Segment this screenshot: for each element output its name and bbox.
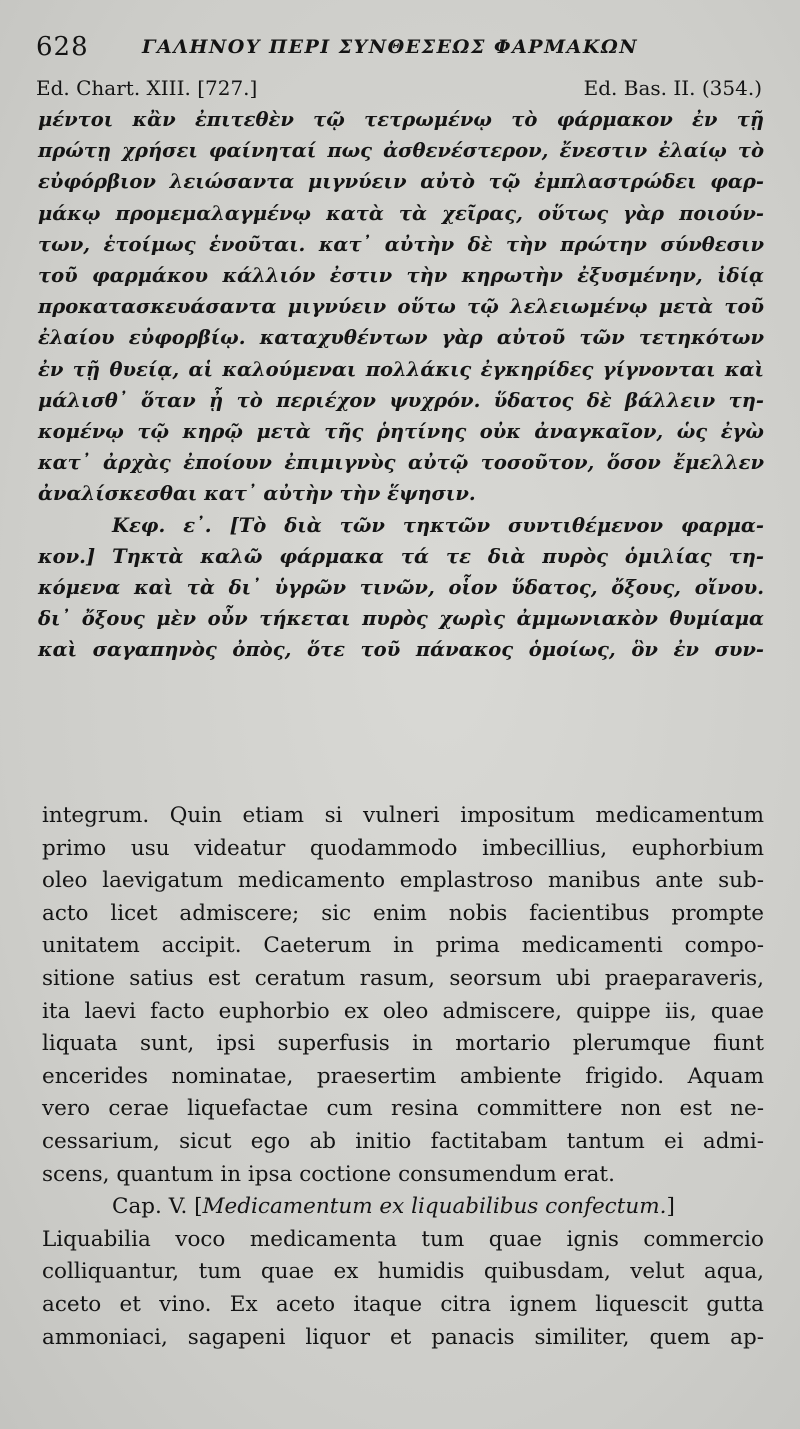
latin-line: ita laevi facto euphorbio ex oleo admiscere, quippe iis, quae xyxy=(42,998,764,1024)
greek-line: δι᾽ ὄξους μὲν οὖν τήκεται πυρὸς χωρὶς ἀμμωνιακὸν θυμίαμα xyxy=(38,607,764,631)
greek-line: εὐφόρβιον λειώσαντα μιγνύειν αὐτὸ τῷ ἐμπλαστρώδει φαρ- xyxy=(38,170,764,194)
greek-line: τοῦ φαρμάκου κάλλιόν ἐστιν τὴν κηρωτὴν ἐξυσμένην, ἰδίᾳ xyxy=(38,264,764,288)
chapter-title: Medicamentum ex liquabilibus confectum. xyxy=(202,1194,667,1220)
greek-line: μέντοι κἂν ἐπιτεθὲν τῷ τετρωμένῳ τὸ φάρμακον ἐν τῇ xyxy=(38,108,764,131)
latin-line: oleo laevigatum medicamento emplastroso manibus ante sub- xyxy=(42,868,764,894)
greek-line: ἐν τῇ θυείᾳ, αἱ καλούμεναι πολλάκις ἐγκηρίδες γίγνονται καὶ xyxy=(38,357,764,381)
latin-text-block xyxy=(42,800,764,1354)
page-number: 628 xyxy=(36,32,89,62)
greek-line: κατ᾽ ἀρχὰς ἐποίουν ἐπιμιγνὺς αὐτῷ τοσοῦτον, ὅσον ἔμελλεν xyxy=(38,451,764,475)
greek-line: κον.] Τηκτὰ καλῶ φάρμακα τά τε διὰ πυρὸς ὁμιλίας τη- xyxy=(38,544,764,568)
latin-line: Liquabilia voco medicamenta tum quae ignis commercio xyxy=(42,1226,764,1252)
greek-line: κόμενα καὶ τὰ δι᾽ ὑγρῶν τινῶν, οἷον ὕδατος, ὄξους, οἴνου. xyxy=(38,576,764,600)
latin-line: sitione satius est ceratum rasum, seorsum ubi praeparaveris, xyxy=(42,965,764,991)
latin-line: colliquantur, tum quae ex humidis quibusdam, velut aqua, xyxy=(42,1259,764,1285)
running-title: ΓΑΛΗΝΟΥ ΠΕΡΙ ΣΥΝΘΕΣΕΩΣ ΦΑΡΜΑΚΩΝ xyxy=(142,36,639,58)
edition-left: Ed. Chart. XIII. [727.] xyxy=(36,76,258,100)
greek-line: κομένῳ τῷ κηρῷ μετὰ τῆς ῥητίνης οὐκ ἀναγκαῖον, ὡς ἐγὼ xyxy=(38,420,764,444)
greek-line: μάκῳ προμεμαλαγμένῳ κατὰ τὰ χεῖρας, οὕτως γὰρ ποιούν- xyxy=(38,201,764,225)
greek-chapter-heading: Κεφ. ε᾽. [Τὸ διὰ τῶν τηκτῶν συντιθέμενον φαρμα- xyxy=(112,513,764,537)
latin-line: unitatem accipit. Caeterum in prima medicamenti compo- xyxy=(42,933,764,959)
latin-line: cessarium, sicut ego ab initio factitabam tantum ei admi- xyxy=(42,1128,764,1154)
chapter-bracket: ] xyxy=(666,1194,675,1220)
chapter-label: Cap. V. [ xyxy=(112,1194,203,1220)
greek-line: μάλισθ᾽ ὅταν ᾖ τὸ περιέχον ψυχρόν. ὕδατος δὲ βάλλειν τη- xyxy=(38,388,764,412)
latin-line: ammoniaci, sagapeni liquor et panacis similiter, quem ap- xyxy=(42,1324,764,1350)
page-header xyxy=(36,28,760,68)
edition-right: Ed. Bas. II. (354.) xyxy=(583,76,762,100)
latin-line: vero cerae liquefactae cum resina committere non est ne- xyxy=(42,1096,764,1122)
greek-text-block xyxy=(38,104,764,666)
latin-chapter-heading xyxy=(42,1191,764,1224)
greek-line: ἐλαίου εὐφορβίῳ. καταχυθέντων γὰρ αὐτοῦ τῶν τετηκότων xyxy=(38,326,764,350)
greek-line: των, ἑτοίμως ἑνοῦται. κατ᾽ αὐτὴν δὲ τὴν πρώτην σύνθεσιν xyxy=(38,232,764,256)
latin-line: integrum. Quin etiam si vulneri impositum medicamentum xyxy=(42,803,764,828)
greek-line: ἀναλίσκεσθαι κατ᾽ αὐτὴν τὴν ἕψησιν. xyxy=(38,482,476,506)
greek-line: προκατασκευάσαντα μιγνύειν οὕτω τῷ λελειωμένῳ μετὰ τοῦ xyxy=(38,295,764,319)
latin-line: encerides nominatae, praesertim ambiente frigido. Aquam xyxy=(42,1063,764,1089)
latin-line: aceto et vino. Ex aceto itaque citra ignem liquescit gutta xyxy=(42,1291,764,1317)
greek-line: πρώτῃ χρήσει φαίνηταί πως ἀσθενέστερον, ἔνεστιν ἐλαίῳ τὸ xyxy=(38,139,764,163)
latin-line: acto licet admiscere; sic enim nobis facientibus prompte xyxy=(42,900,764,926)
greek-line: καὶ σαγαπηνὸς ὀπὸς, ὅτε τοῦ πάνακος ὁμοίως, ὃν ἐν συν- xyxy=(38,638,764,662)
latin-line: primo usu videatur quodammodo imbecillius, euphorbium xyxy=(42,835,764,861)
latin-line: liquata sunt, ipsi superfusis in mortario plerumque fiunt xyxy=(42,1031,764,1057)
edition-references xyxy=(36,76,762,104)
latin-line: scens, quantum in ipsa coctione consumendum erat. xyxy=(42,1161,615,1187)
